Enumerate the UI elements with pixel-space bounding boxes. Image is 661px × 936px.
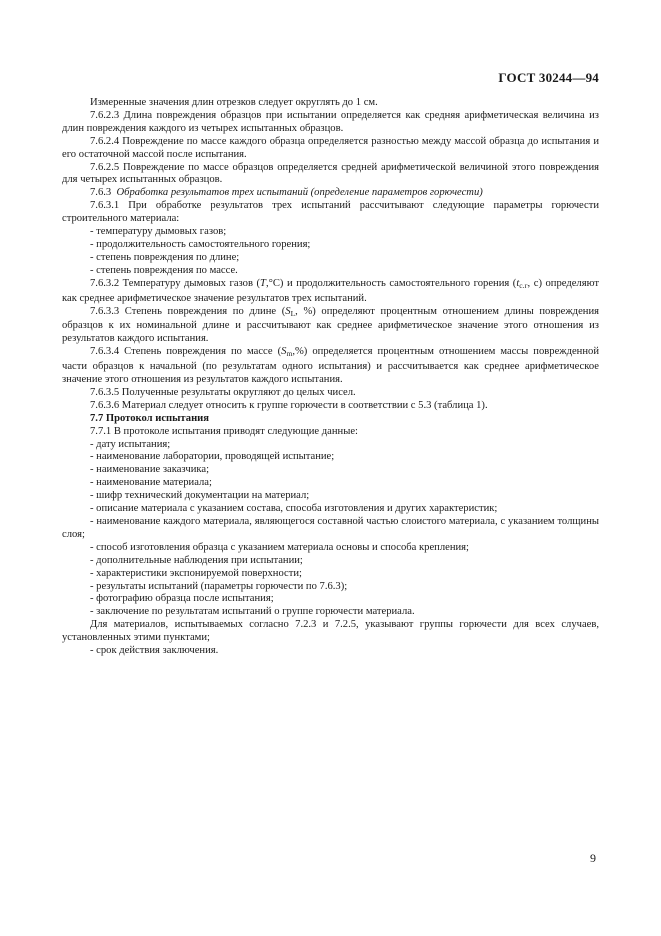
document-id-header: ГОСТ 30244—94 (498, 70, 599, 85)
text-run: 7.6.3.2 Температуру дымовых газов ( (90, 277, 261, 289)
list-item: - шифр технический документации на материал; (90, 490, 310, 502)
subscript: L (290, 308, 296, 318)
list-item: - срок действия заключения. (90, 645, 219, 657)
symbol-S: S (285, 305, 291, 317)
text-run: , %) определяют процентным отношением длины повреждения образцов к их номинальной длине и рассчитывают как среднее арифметическое значение этого отношения из результатов каждого испытания. (62, 305, 599, 345)
paragraph: 7.6.3.6 Материал следует относить к группе горючести в соответствии с 5.3 (таблица 1). (90, 399, 488, 411)
document-body (62, 97, 599, 658)
text-run: 7.6.3.4 Степень повреждения по массе ( (90, 346, 282, 358)
list-item: - наименование материала; (90, 477, 212, 489)
list-item: - заключение по результатам испытаний о группе горючести материала. (90, 606, 415, 618)
paragraph: 7.7.1 В протоколе испытания приводят следующие данные: (90, 425, 358, 437)
list-item: - способ изготовления образца с указанием материала основы и способа крепления; (90, 541, 469, 553)
section-heading-7-7: 7.7 Протокол испытания (90, 412, 210, 424)
list-item: - наименование каждого материала, являющегося составной частью слоистого материала, с указанием толщины слоя; (62, 516, 599, 540)
list-item: - дату испытания; (90, 438, 171, 450)
list-item: - характеристики экспонируемой поверхности; (90, 567, 302, 579)
section-heading-7-6-3 (62, 187, 599, 200)
paragraph (62, 306, 599, 347)
list-item: - степень повреждения по длине; (90, 251, 240, 263)
symbol-t: t (516, 277, 520, 289)
list-item: - наименование лаборатории, проводящей испытание; (90, 451, 335, 463)
list-item: - дополнительные наблюдения при испытании; (90, 554, 303, 566)
text-run: , с) определяют как среднее арифметическое значение результатов трех испытаний. (62, 277, 599, 304)
paragraph: 7.6.2.3 Длина повреждения образцов при испытании определяется как средняя арифметическая величина из длин повреждения каждого из четырех испытанных образцов. (62, 109, 599, 134)
list-item: - результаты испытаний (параметры горючести по 7.6.3); (90, 580, 348, 592)
paragraph: 7.6.3.5 Полученные результаты округляют до целых чисел. (90, 386, 356, 398)
list-item: - продолжительность самостоятельного горения; (90, 238, 311, 250)
page-number: 9 (590, 851, 596, 865)
symbol-T: T (260, 277, 266, 289)
subscript: с.г (519, 280, 528, 290)
list-item: - температуру дымовых газов; (90, 226, 227, 238)
text-run: 7.6.3.3 Степень повреждения по длине ( (90, 305, 286, 317)
list-item: - фотографию образца после испытания; (90, 593, 274, 605)
section-title: Обработка результатов трех испытаний (определение параметров горючести) (116, 187, 483, 199)
section-number: 7.6.3 (90, 187, 112, 199)
paragraph (62, 346, 599, 387)
list-item: - наименование заказчика; (90, 464, 210, 476)
list-item: - описание материала с указанием состава, способа изготовления и других характеристик; (90, 503, 498, 515)
paragraph (62, 278, 599, 306)
subscript: m (286, 349, 293, 359)
text-run: ,%) определяется процентным отношением массы поврежденной части образцов к начальной (по результатам одного испытания) и рассчитывается как среднее арифметическое значение этого отношения из результатов каждого испытания. (62, 346, 599, 386)
paragraph: 7.6.2.4 Повреждение по массе каждого образца определяется разностью между массой образца до испытания и его остаточной массой после испытания. (62, 135, 599, 160)
paragraph: 7.6.2.5 Повреждение по массе образцов определяется средней арифметической величиной этого повреждения для четырех испытанных образцов. (62, 161, 599, 186)
paragraph: Измеренные значения длин отрезков следует округлять до 1 см. (90, 97, 378, 108)
list-item: - степень повреждения по массе. (90, 264, 238, 276)
text-run: ,°С) и продолжительность самостоятельного горения ( (265, 277, 517, 289)
symbol-S: S (281, 346, 287, 358)
paragraph: 7.6.3.1 При обработке результатов трех испытаний рассчитывают следующие параметры горючести строительного материала: (62, 200, 599, 225)
paragraph: Для материалов, испытываемых согласно 7.2.3 и 7.2.5, указывают группы горючести для всех случаев, установленных этими пунктами; (62, 619, 599, 644)
